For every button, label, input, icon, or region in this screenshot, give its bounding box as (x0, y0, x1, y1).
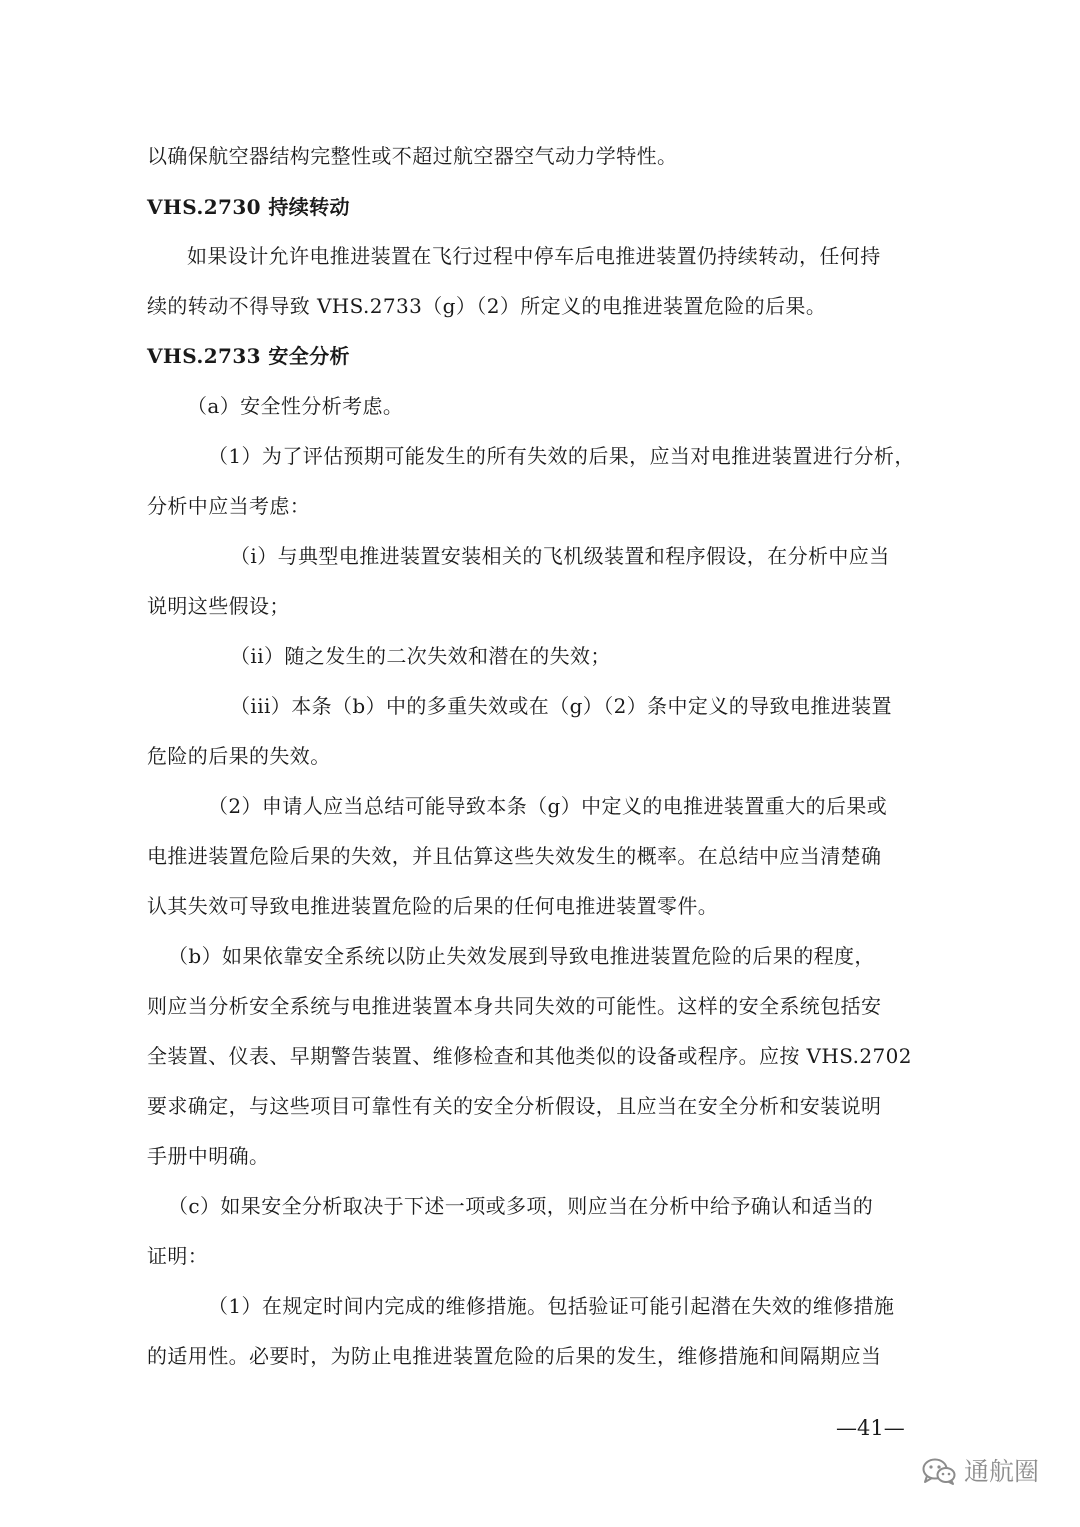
paragraph-line: 说明这些假设； (147, 594, 290, 618)
watermark-text: 通航圈 (964, 1457, 1040, 1486)
paragraph-line: 手册中明确。 (147, 1144, 270, 1168)
watermark (922, 1452, 1039, 1492)
paragraph-line: （i）与典型电推进装置安装相关的飞机级装置和程序假设，在分析中应当 (230, 544, 890, 568)
paragraph-line: （iii）本条（b）中的多重失效或在（g）（2）条中定义的导致电推进装置 (230, 694, 892, 718)
paragraph-line: （c）如果安全分析取决于下述一项或多项，则应当在分析中给予确认和适当的 (168, 1194, 874, 1218)
paragraph-line: （ii）随之发生的二次失效和潜在的失效； (230, 644, 611, 668)
paragraph-line: （1）在规定时间内完成的维修措施。包括验证可能引起潜在失效的维修措施 (208, 1294, 895, 1318)
wechat-icon (922, 1458, 956, 1486)
paragraph-line: 以确保航空器结构完整性或不超过航空器空气动力学特性。 (147, 144, 678, 168)
paragraph-line: 证明： (147, 1244, 209, 1268)
paragraph-line: （2）申请人应当总结可能导致本条（g）中定义的电推进装置重大的后果或 (208, 794, 888, 818)
section-heading-vhs2730: VHS.2730 持续转动 (147, 195, 350, 219)
section-heading-vhs2733: VHS.2733 安全分析 (147, 344, 350, 368)
paragraph-line: 全装置、仪表、早期警告装置、维修检查和其他类似的设备或程序。应按 VHS.2702 (147, 1044, 912, 1068)
page-number: —41— (836, 1416, 905, 1440)
paragraph-line: 危险的后果的失效。 (147, 744, 331, 768)
paragraph-line: 认其失效可导致电推进装置危险的后果的任何电推进装置零件。 (147, 894, 719, 918)
paragraph-line: 分析中应当考虑： (147, 494, 311, 518)
paragraph-line: 则应当分析安全系统与电推进装置本身共同失效的可能性。这样的安全系统包括安 (147, 994, 882, 1018)
paragraph-line: 如果设计允许电推进装置在飞行过程中停车后电推进装置仍持续转动，任何持 (187, 244, 881, 268)
paragraph-line: 电推进装置危险后果的失效，并且估算这些失效发生的概率。在总结中应当清楚确 (147, 844, 882, 868)
paragraph-line: （b）如果依靠安全系统以防止失效发展到导致电推进装置危险的后果的程度， (168, 944, 875, 968)
paragraph-line: 要求确定，与这些项目可靠性有关的安全分析假设，且应当在安全分析和安装说明 (147, 1094, 882, 1118)
paragraph-line: 的适用性。必要时，为防止电推进装置危险的后果的发生，维修措施和间隔期应当 (147, 1344, 882, 1368)
paragraph-line: （a）安全性分析考虑。 (187, 394, 404, 418)
paragraph-line: 续的转动不得导致 VHS.2733（g）（2）所定义的电推进装置危险的后果。 (147, 294, 827, 318)
paragraph-line: （1）为了评估预期可能发生的所有失效的后果，应当对电推进装置进行分析， (208, 444, 915, 468)
